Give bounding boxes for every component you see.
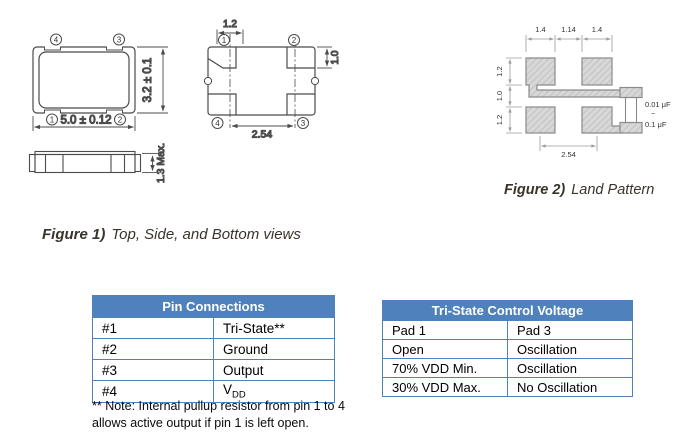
note-line: ** Note: Internal pullup resistor from pin 1 to 4 xyxy=(92,399,345,413)
dim-label: 2.54 xyxy=(561,150,576,159)
side-view xyxy=(30,143,168,183)
pin-function-cell: $V_{DD}$ xyxy=(214,381,335,403)
pin-connections-table xyxy=(92,295,335,403)
pad2 xyxy=(582,58,612,85)
tristate-control-table xyxy=(382,300,633,397)
bottom-view xyxy=(204,19,341,141)
pad1-cell: Open xyxy=(383,340,508,359)
figure2-caption-text: Land Pattern xyxy=(571,182,655,198)
figure2-caption-label: Figure 2) xyxy=(504,182,566,198)
tristate-table-row xyxy=(383,340,633,359)
dim-label: 1.4 xyxy=(591,25,603,34)
svg-text:~: ~ xyxy=(651,109,656,118)
pad-height-dim-label: 1.0 xyxy=(330,50,341,65)
tristate-table-row xyxy=(383,321,633,340)
pad3-with-trace xyxy=(582,107,622,133)
pin-number-cell: #1 xyxy=(93,318,214,339)
pin-number: 4 xyxy=(215,118,220,128)
pin-table-note xyxy=(92,398,352,431)
pin-table-row xyxy=(93,339,335,360)
height-dim-label: 3.2 ± 0.1 xyxy=(142,57,154,103)
capacitor-bottom-pad xyxy=(620,123,642,134)
pitch-dim-label: 2.54 xyxy=(251,128,273,141)
capacitor-body-outline xyxy=(626,98,637,123)
pin-number: 2 xyxy=(117,115,123,125)
pin-function-cell: Tri-State** xyxy=(214,318,335,339)
figure2-caption xyxy=(504,182,654,198)
svg-text:0.01 μF: 0.01 μF xyxy=(645,100,671,109)
figure2-drawing xyxy=(470,10,700,175)
pad3-cell: Pad 3 xyxy=(508,321,633,340)
pin-number: 1 xyxy=(49,115,55,125)
side-height-dim-label: 1.3 Max. xyxy=(155,142,167,184)
pin-table-row xyxy=(93,318,335,339)
dim-label: 1.0 xyxy=(495,90,504,102)
tristate-table-body xyxy=(383,321,633,397)
land-pads xyxy=(526,58,642,133)
pin-number: 4 xyxy=(53,35,59,45)
capacitor-top-pad xyxy=(620,88,642,98)
top-view xyxy=(33,34,168,131)
pin-function-cell: Ground xyxy=(214,339,335,360)
pin-number-cell: #2 xyxy=(93,339,214,360)
pin-table-body xyxy=(93,318,335,403)
pin-number: 1 xyxy=(221,35,227,45)
pin-number: 2 xyxy=(291,35,297,45)
dim-label: 1.2 xyxy=(495,66,504,77)
pad4 xyxy=(526,107,555,133)
pin-number: 3 xyxy=(300,118,306,128)
pin-function-cell: Output xyxy=(214,360,335,381)
pin-number-cell: #4 xyxy=(93,381,214,403)
pad3-cell: Oscillation xyxy=(508,359,633,378)
figure1-caption xyxy=(42,226,301,243)
note-line: allows active output if pin 1 is left open. xyxy=(92,415,309,430)
pad1-cell: 30% VDD Max. xyxy=(383,378,508,397)
tristate-table-row xyxy=(383,378,633,397)
tristate-table-title: Tri-State Control Voltage xyxy=(383,301,633,321)
dim-label: 1.14 xyxy=(561,25,576,34)
pad3-cell: No Oscillation xyxy=(508,378,633,397)
dim-label: 1.2 xyxy=(495,114,504,126)
pin-table-title: Pin Connections xyxy=(93,296,335,318)
figure1-drawing xyxy=(0,0,360,260)
figure1-caption-text: Top, Side, and Bottom views xyxy=(111,226,301,243)
width-dim-label: 5.0 ± 0.12 xyxy=(60,114,112,127)
pad3-cell: Oscillation xyxy=(508,340,633,359)
pad-width-dim-label: 1.2 xyxy=(223,19,237,30)
dim-label: 1.4 xyxy=(535,25,546,34)
pin-table-row xyxy=(93,360,335,381)
svg-text:0.1 μF: 0.1 μF xyxy=(645,120,667,129)
capacitor-value-note xyxy=(645,100,671,129)
pin-number-cell: #3 xyxy=(93,360,214,381)
tristate-table-row xyxy=(383,359,633,378)
pad1-cell: Pad 1 xyxy=(383,321,508,340)
pin-number: 3 xyxy=(116,35,122,45)
figure1-caption-label: Figure 1) xyxy=(42,226,106,243)
pad1-cell: 70% VDD Min. xyxy=(383,359,508,378)
